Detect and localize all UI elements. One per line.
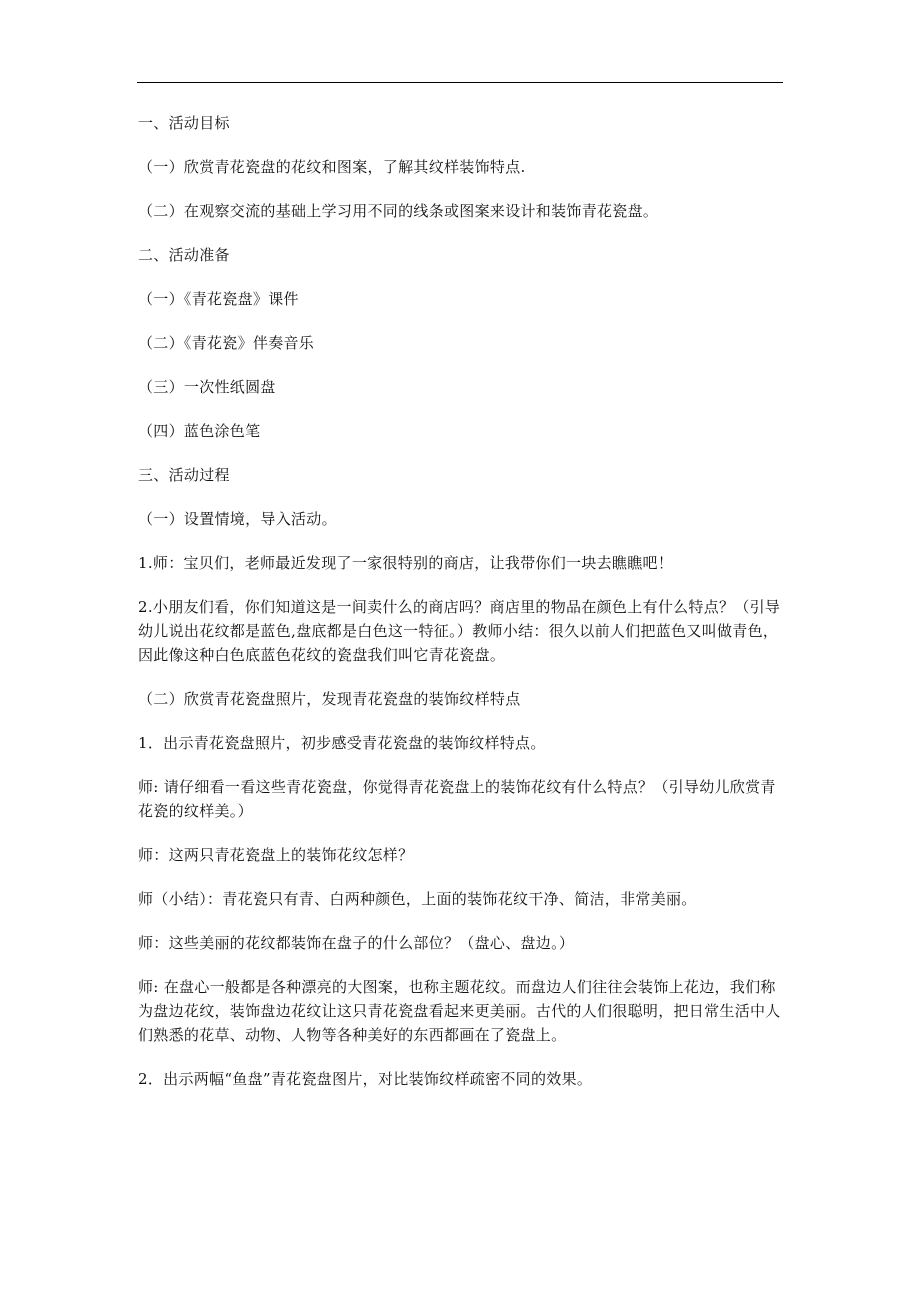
process-paragraph-9: 2．出示两幅“鱼盘”青花瓷盘图片，对比装饰纹样疏密不同的效果。: [138, 1070, 593, 1088]
section-heading-process: 三、活动过程: [138, 466, 230, 484]
process-paragraph-6: 师（小结）：青花瓷只有青、白两种颜色，上面的装饰花纹干净、简洁，非常美丽。: [138, 890, 697, 908]
header-rule: [137, 82, 783, 83]
prep-item-1: （一）《青花瓷盘》课件: [138, 290, 299, 308]
process-step-1: （一）设置情境，导入活动。: [138, 510, 337, 528]
process-paragraph-8: 师: 在盘心一般都是各种漂亮的大图案，也称主题花纹。而盘边人们往往会装饰上花边，我们称为盘边花纹，装饰盘边花纹让这只青花瓷盘看起来更美丽。古代的人们很聪明，把日常生活中人们熟悉的花草、动物、人物等各种美好的东西都画在了瓷盘上。: [138, 978, 781, 1044]
prep-item-2: （二）《青花瓷》伴奏音乐: [138, 334, 315, 352]
process-paragraph-4: 师: 请仔细看一看这些青花瓷盘，你觉得青花瓷盘上的装饰花纹有什么特点？（引导幼儿欣赏青花瓷的纹样美。）: [138, 778, 776, 820]
process-paragraph-5: 师：这两只青花瓷盘上的装饰花纹怎样？: [138, 846, 414, 864]
goal-item-1: （一）欣赏青花瓷盘的花纹和图案，了解其纹样装饰特点.: [138, 158, 526, 176]
process-paragraph-7: 师：这些美丽的花纹都装饰在盘子的什么部位？（盘心、盘边。）: [138, 934, 575, 952]
prep-item-3: （三）一次性纸圆盘: [138, 378, 276, 396]
process-paragraph-2: 2.小朋友们看，你们知道这是一间卖什么的商店吗？商店里的物品在颜色上有什么特点？（引导幼儿说出花纹都是蓝色,盘底都是白色这一特征。）教师小结：很久以前人们把蓝色又叫做青色，因此像这种白色底蓝色花纹的瓷盘我们叫它青花瓷盘。: [138, 598, 781, 664]
process-paragraph-1: 1.师：宝贝们，老师最近发现了一家很特别的商店，让我带你们一块去瞧瞧吧！: [138, 554, 674, 572]
process-paragraph-3: 1．出示青花瓷盘照片，初步感受青花瓷盘的装饰纹样特点。: [138, 734, 546, 752]
section-heading-goals: 一、活动目标: [138, 114, 230, 132]
prep-item-4: （四）蓝色涂色笔: [138, 422, 261, 440]
document-body: [138, 111, 788, 1111]
process-step-2: （二）欣赏青花瓷盘照片，发现青花瓷盘的装饰纹样特点: [138, 690, 521, 708]
goal-item-2: （二）在观察交流的基础上学习用不同的线条或图案来设计和装饰青花瓷盘。: [138, 202, 659, 220]
section-heading-preparation: 二、活动准备: [138, 246, 230, 264]
